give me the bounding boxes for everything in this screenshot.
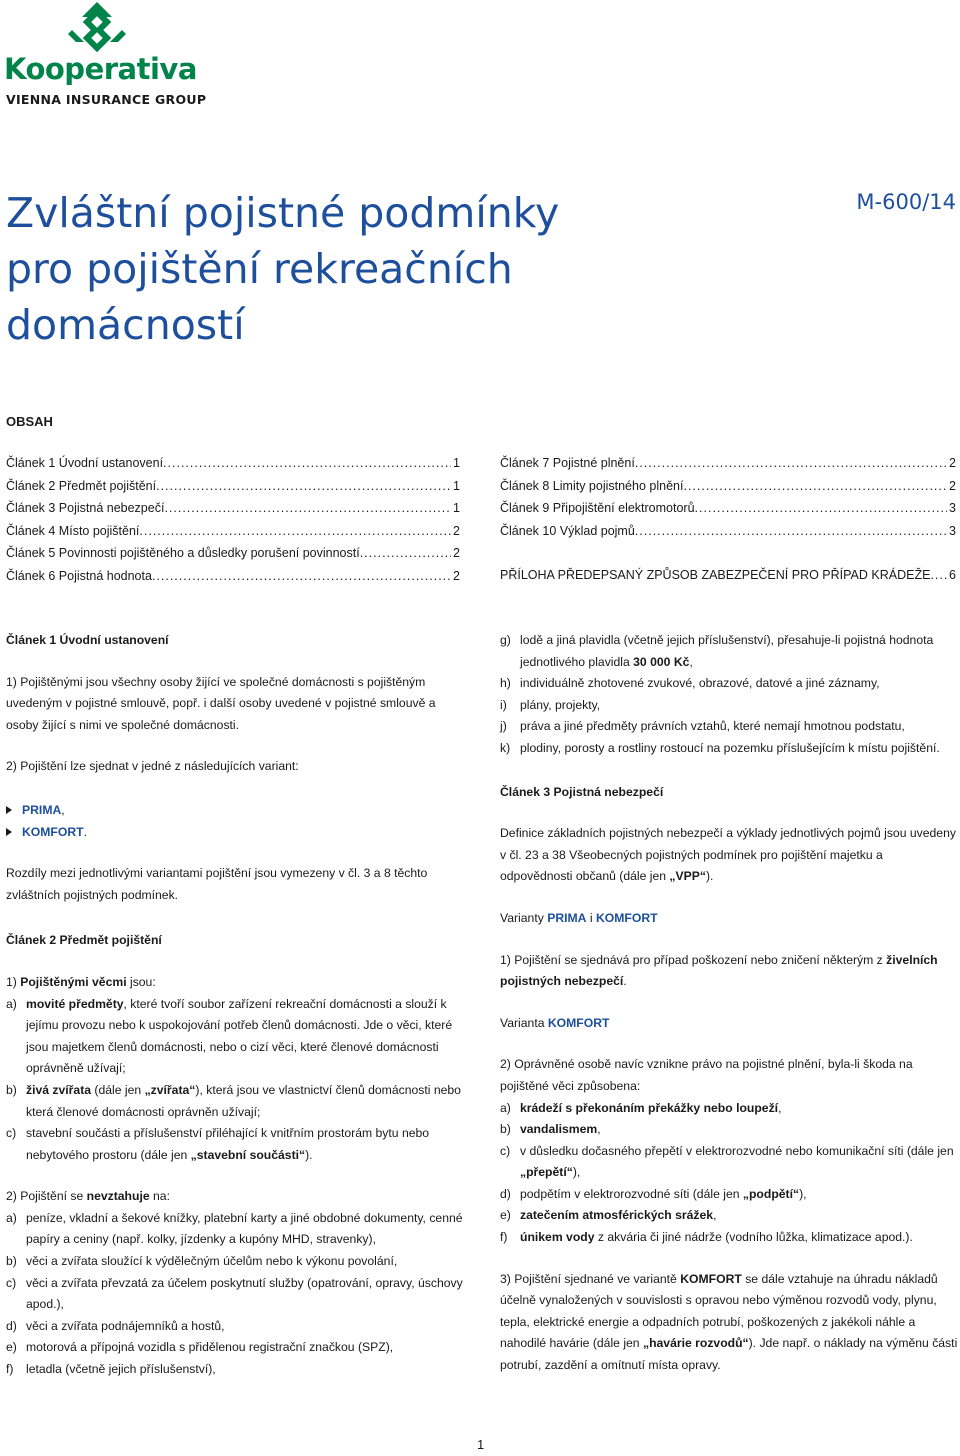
- triangle-bullet-icon: [6, 806, 12, 814]
- toc-item[interactable]: Článek 2 Předmět pojištění ..... 1: [6, 475, 460, 498]
- list-item: h) individuálně zhotovené zvukové, obrazové, datové a jiné záznamy,: [500, 676, 880, 691]
- list-item: k) plodiny, porosty a rostliny rostoucí na pozemku příslušejícím k místu pojištění.: [500, 740, 940, 755]
- list-item: d) podpětím v elektrorozvodné síti (dále jen „podpětí“),: [500, 1186, 807, 1201]
- list-item: c) stavební součásti a příslušenství přiléhající k vnitřním prostorám bytu nebo nebytového prostoru (dále jen „stavební součásti“).: [6, 1126, 430, 1162]
- toc-item[interactable]: Článek 3 Pojistná nebezpečí ..... 1: [6, 497, 460, 520]
- variant-komfort-label: Varianta KOMFORT: [500, 1015, 610, 1030]
- article-2-para-1: 1) Pojištěnými věcmi jsou:: [6, 974, 156, 989]
- article-1-para-2: 2) Pojištění lze sjednat v jedné z následujících variant:: [6, 759, 299, 774]
- right-column: [500, 630, 958, 1377]
- article-1-para-1: 1) Pojištěnými jsou všechny osoby žijící ve společné domácnosti s pojištěným uvedeným v pojistné smlouvě, popř. i další osoby uvedené v pojistné smlouvě a osoby žijící s nimi ve společné domácnosti.: [6, 674, 436, 732]
- toc-item[interactable]: Článek 5 Povinnosti pojištěného a důsledky porušení povinností ..... 2: [6, 542, 460, 565]
- article-3-heading: Článek 3 Pojistná nebezpečí: [500, 784, 664, 799]
- triangle-bullet-icon: [6, 828, 12, 836]
- list-item: f) letadla (včetně jejich příslušenství),: [6, 1362, 216, 1377]
- article-2-heading: Článek 2 Předmět pojištění: [6, 933, 162, 948]
- list-item: c) věci a zvířata převzatá za účelem poskytnutí služby (opatrování, opravy, úschovy apod.),: [6, 1275, 463, 1312]
- list-item: e) motorová a přípojná vozidla s přidělenou registrační značkou (SPZ),: [6, 1340, 394, 1355]
- list-item: a) krádeží s překonáním překážky nebo loupeží,: [500, 1100, 782, 1115]
- article-2-para-2: 2) Pojištění se nevztahuje na:: [6, 1189, 170, 1204]
- article-3-para-4: 3) Pojištění sjednané ve variantě KOMFORT se dále vztahuje na úhradu nákladů účelně vynaložených v souvislosti s opravou nebo výměnou rozvodů vody, plynu, tepla, elektrické energie a odpadních potrubí, poškozených z jakékoli náhle a nahodilé havárie (dále jen „havárie rozvodů“). Jde např. o náklady na výměnu části potrubí, zazdění a omítnutí místa opravy.: [500, 1271, 958, 1373]
- list-item: a) peníze, vkladní a šekové knížky, platební karty a jiné obdobné dokumenty, cenné papíry a ceniny (např. kolky, jízdenky a kupóny MHD, stravenky),: [6, 1210, 463, 1247]
- list-item: b) živá zvířata (dále jen „zvířata“), která jsou ve vlastnictví členů domácnosti nebo která členové domácnosti oprávněn užívají;: [6, 1082, 461, 1119]
- list-item: e) zatečením atmosférických srážek,: [500, 1208, 717, 1223]
- toc-item[interactable]: Článek 9 Připojištění elektromotorů ..... 3: [500, 497, 956, 520]
- toc-left: [6, 452, 460, 588]
- list-item: i) plány, projekty,: [500, 697, 601, 712]
- list-item: f) únikem vody z akvária či jiné nádrže (vodního lůžka, klimatizace apod.).: [500, 1230, 913, 1245]
- list-item: g) lodě a jiná plavidla (včetně jejich příslušenství), přesahuje-li pojistná hodnota jednotlivého plavidla 30 000 Kč,: [500, 633, 934, 669]
- kooperativa-logo-icon: [52, 0, 142, 52]
- article-1-heading: Článek 1 Úvodní ustanovení: [6, 633, 169, 647]
- article-3-para-3: 2) Oprávněné osobě navíc vznikne právo na pojistné plnění, byla-li škoda na pojištěné věci způsobena:: [500, 1057, 913, 1093]
- article-1-para-3: Rozdíly mezi jednotlivými variantami pojištění jsou vymezeny v čl. 3 a 8 těchto zvláštních pojistných podmínek.: [6, 866, 428, 902]
- toc-item[interactable]: Článek 10 Výklad pojmů ..... 3: [500, 520, 956, 543]
- list-item: b) vandalismem,: [500, 1122, 601, 1137]
- toc-item[interactable]: Článek 6 Pojistná hodnota ..... 2: [6, 565, 460, 588]
- toc-item[interactable]: Článek 1 Úvodní ustanovení ..... 1: [6, 452, 460, 475]
- toc-appendix[interactable]: PŘÍLOHA PŘEDEPSANÝ ZPŮSOB ZABEZPEČENÍ PRO PŘÍPAD KRÁDEŽE ..... 6: [500, 564, 956, 587]
- list-item: c) v důsledku dočasného přepětí v elektrorozvodné nebo komunikační síti (dále jen „přepětí“),: [500, 1143, 954, 1180]
- list-item: d) věci a zvířata podnájemníků a hostů,: [6, 1318, 225, 1333]
- left-column: [6, 630, 466, 1381]
- toc-item[interactable]: Článek 7 Pojistné plnění ..... 2: [500, 452, 956, 475]
- list-item: a) movité předměty, které tvoří soubor zařízení rekreační domácnosti a slouží k jejímu provozu nebo k uspokojování potřeb členů domácnosti. Jde o věci, které jsou majetkem členů domácnosti, nebo o cizí věci, které členové domácnosti oprávněně užívají;: [6, 996, 453, 1076]
- toc-item[interactable]: Článek 4 Místo pojištění ..... 2: [6, 520, 460, 543]
- article-3-para-2: 1) Pojištění se sjednává pro případ poškození nebo zničení některým z živelních pojistných nebezpečí.: [500, 952, 938, 989]
- list-item: b) věci a zvířata sloužící k výdělečným účelům nebo k výkonu povolání,: [6, 1254, 398, 1269]
- list-item: j) práva a jiné předměty právních vztahů, které nemají hmotnou podstatu,: [500, 719, 905, 734]
- logo-tagline: VIENNA INSURANCE GROUP: [6, 92, 207, 107]
- toc-item[interactable]: Článek 8 Limity pojistného plnění ..... 2: [500, 475, 956, 498]
- variant-komfort: KOMFORT .: [6, 822, 466, 844]
- variants-label: Varianty PRIMA i KOMFORT: [500, 910, 658, 925]
- page-title: Zvláštní pojistné podmínky pro pojištění rekreačních domácností: [6, 189, 560, 349]
- logo-wordmark: Kooperativa: [4, 52, 197, 86]
- variant-prima: PRIMA ,: [6, 800, 466, 822]
- page-number: 1: [477, 1437, 485, 1452]
- toc-heading: OBSAH: [6, 414, 53, 429]
- toc-right: [500, 452, 956, 587]
- article-3-para-1: Definice základních pojistných nebezpečí a výklady jednotlivých pojmů jsou uvedeny v čl. 23 a 38 Všeobecných pojistných podmínek pro pojištění majetku a odpovědnosti občanů (dále jen „VPP“).: [500, 826, 956, 884]
- document-code: M-600/14: [856, 190, 956, 214]
